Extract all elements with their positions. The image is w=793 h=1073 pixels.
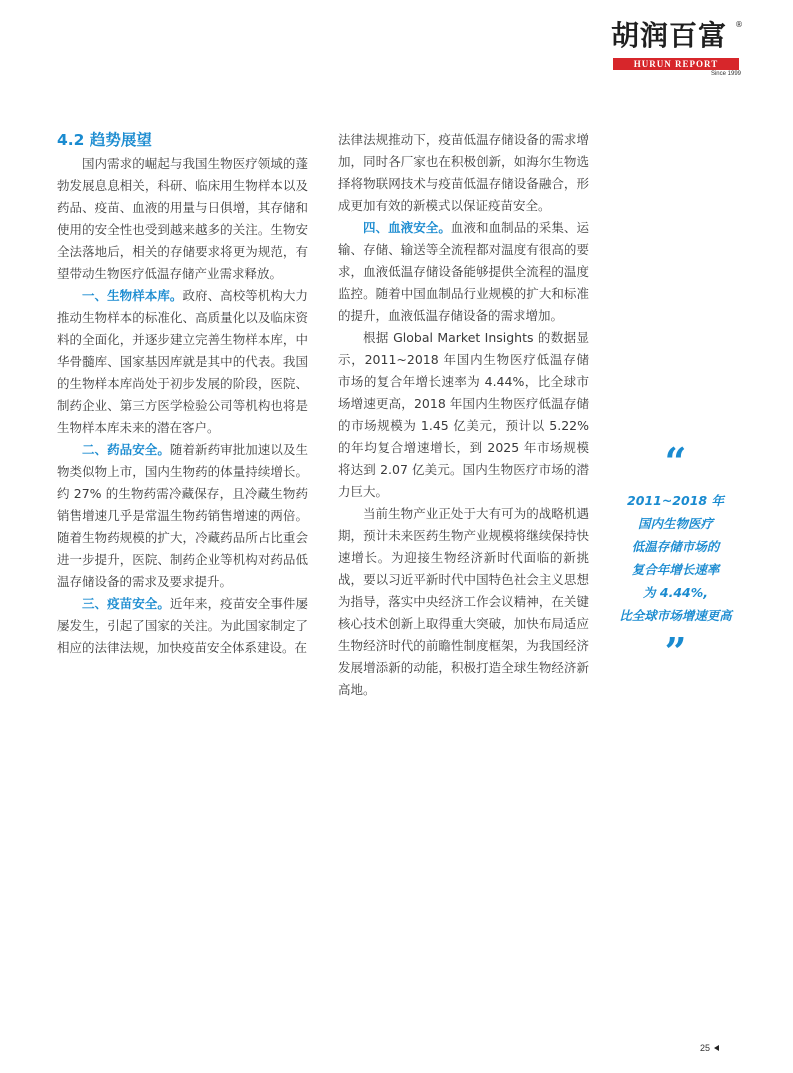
pull-quote-line: 复合年增长速率 bbox=[631, 562, 720, 577]
item-drug-safety-text: 随着新药审批加速以及生物类似物上市，国内生物药的体量持续增长。约 27% 的生物药需冷藏保存，且冷藏生物药销售增速几乎是常温生物药销售增速的两倍。随着生物药规模的扩大，冷藏药品所占比重会进一步提升，医院、制药企业等机构对药品低温存储设备的需求及要求提升。 bbox=[57, 442, 308, 589]
logo-english-bar: HURUN REPORT bbox=[613, 58, 739, 70]
item-drug-safety bbox=[57, 439, 308, 593]
pull-quote-line: 比全球市场增速更高 bbox=[619, 608, 732, 623]
intro-paragraph: 国内需求的崛起与我国生物医疗领域的蓬勃发展息息相关，科研、临床用生物样本以及药品、疫苗、血液的用量与日俱增，其存储和使用的安全性也受到越来越多的关注。生物安全法落地后，相关的存储要求将更为规范，有望带动生物医疗低温存储产业需求释放。 bbox=[57, 156, 308, 281]
logo-chinese-text: 胡润百富 bbox=[611, 19, 728, 52]
pull-quote bbox=[608, 439, 743, 674]
pull-quote-text bbox=[608, 489, 743, 627]
left-column bbox=[57, 129, 308, 659]
page-number: 25 bbox=[700, 1043, 711, 1053]
hurun-logo bbox=[611, 18, 743, 76]
logo-since: Since 1999 bbox=[710, 71, 741, 77]
item-drug-safety-heading: 二、药品安全。 bbox=[82, 442, 170, 457]
item-blood-safety bbox=[338, 217, 589, 327]
middle-column bbox=[338, 129, 589, 701]
market-paragraph: 根据 Global Market Insights 的数据显示，2011~2018 年国内生物医疗低温存储市场的复合年增长速率为 4.44%，比全球市场增速更高，2018 年国内生物医疗低温存储的市场规模为 1.45 亿美元，预计以 5.22% 的年均复合增速增长，到 2025 年市场规模将达到 2.07 亿美元。国内生物医疗市场的潜力巨大。 bbox=[338, 330, 589, 499]
item-biobank-text: 政府、高校等机构大力推动生物样本的标准化、高质量化以及临床资料的全面化，并逐步建立完善生物样本库，中华骨髓库、国家基因库就是其中的代表。我国的生物样本库尚处于初步发展的阶段，医院、制药企业、第三方医学检验公司等机构也将是生物样本库未来的潜在客户。 bbox=[57, 288, 308, 435]
close-quote-icon: ” bbox=[664, 629, 687, 674]
pull-quote-line: 低温存储市场的 bbox=[631, 539, 720, 554]
pull-quote-line: 为 4.44%, bbox=[643, 585, 708, 600]
section-title: 4.2 趋势展望 bbox=[57, 131, 152, 149]
item-biobank bbox=[57, 285, 308, 439]
item-biobank-heading: 一、生物样本库。 bbox=[82, 288, 183, 303]
pull-quote-line: 2011~2018 年 bbox=[627, 493, 724, 508]
vaccine-continuation: 法律法规推动下，疫苗低温存储设备的需求增加，同时各厂家也在积极创新，如海尔生物选择将物联网技术与疫苗低温存储设备融合，形成更加有效的新模式以保证疫苗安全。 bbox=[338, 132, 589, 213]
registered-mark: ® bbox=[735, 20, 743, 29]
outlook-paragraph: 当前生物产业正处于大有可为的战略机遇期，预计未来医药生物产业规模将继续保持快速增长。为迎接生物经济新时代面临的新挑战，要以习近平新时代中国特色社会主义思想为指导，落实中央经济工作会议精神，在关键核心技术创新上取得重大突破，加快布局适应生物经济时代的前瞻性制度框架，为我国经济发展增添新的动能，积极打造全球生物经济新高地。 bbox=[338, 506, 589, 697]
open-quote-icon: “ bbox=[664, 439, 687, 484]
arrow-left-icon bbox=[714, 1045, 719, 1051]
pull-quote-line: 国内生物医疗 bbox=[637, 516, 713, 531]
item-vaccine-safety bbox=[57, 593, 308, 659]
item-vaccine-safety-heading: 三、疫苗安全。 bbox=[82, 596, 170, 611]
item-vaccine-safety-text: 近年来，疫苗安全事件屡屡发生，引起了国家的关注。为此国家制定了相应的法律法规，加快疫苗安全体系建设。在 bbox=[57, 596, 308, 655]
item-blood-safety-text: 血液和血制品的采集、运输、存储、输送等全流程都对温度有很高的要求，血液低温存储设备能够提供全流程的温度监控。随着中国血制品行业规模的扩大和标准的提升，血液低温存储设备的需求增加。 bbox=[338, 220, 589, 323]
page-number-footer bbox=[700, 1043, 719, 1053]
item-blood-safety-heading: 四、血液安全。 bbox=[363, 220, 451, 235]
